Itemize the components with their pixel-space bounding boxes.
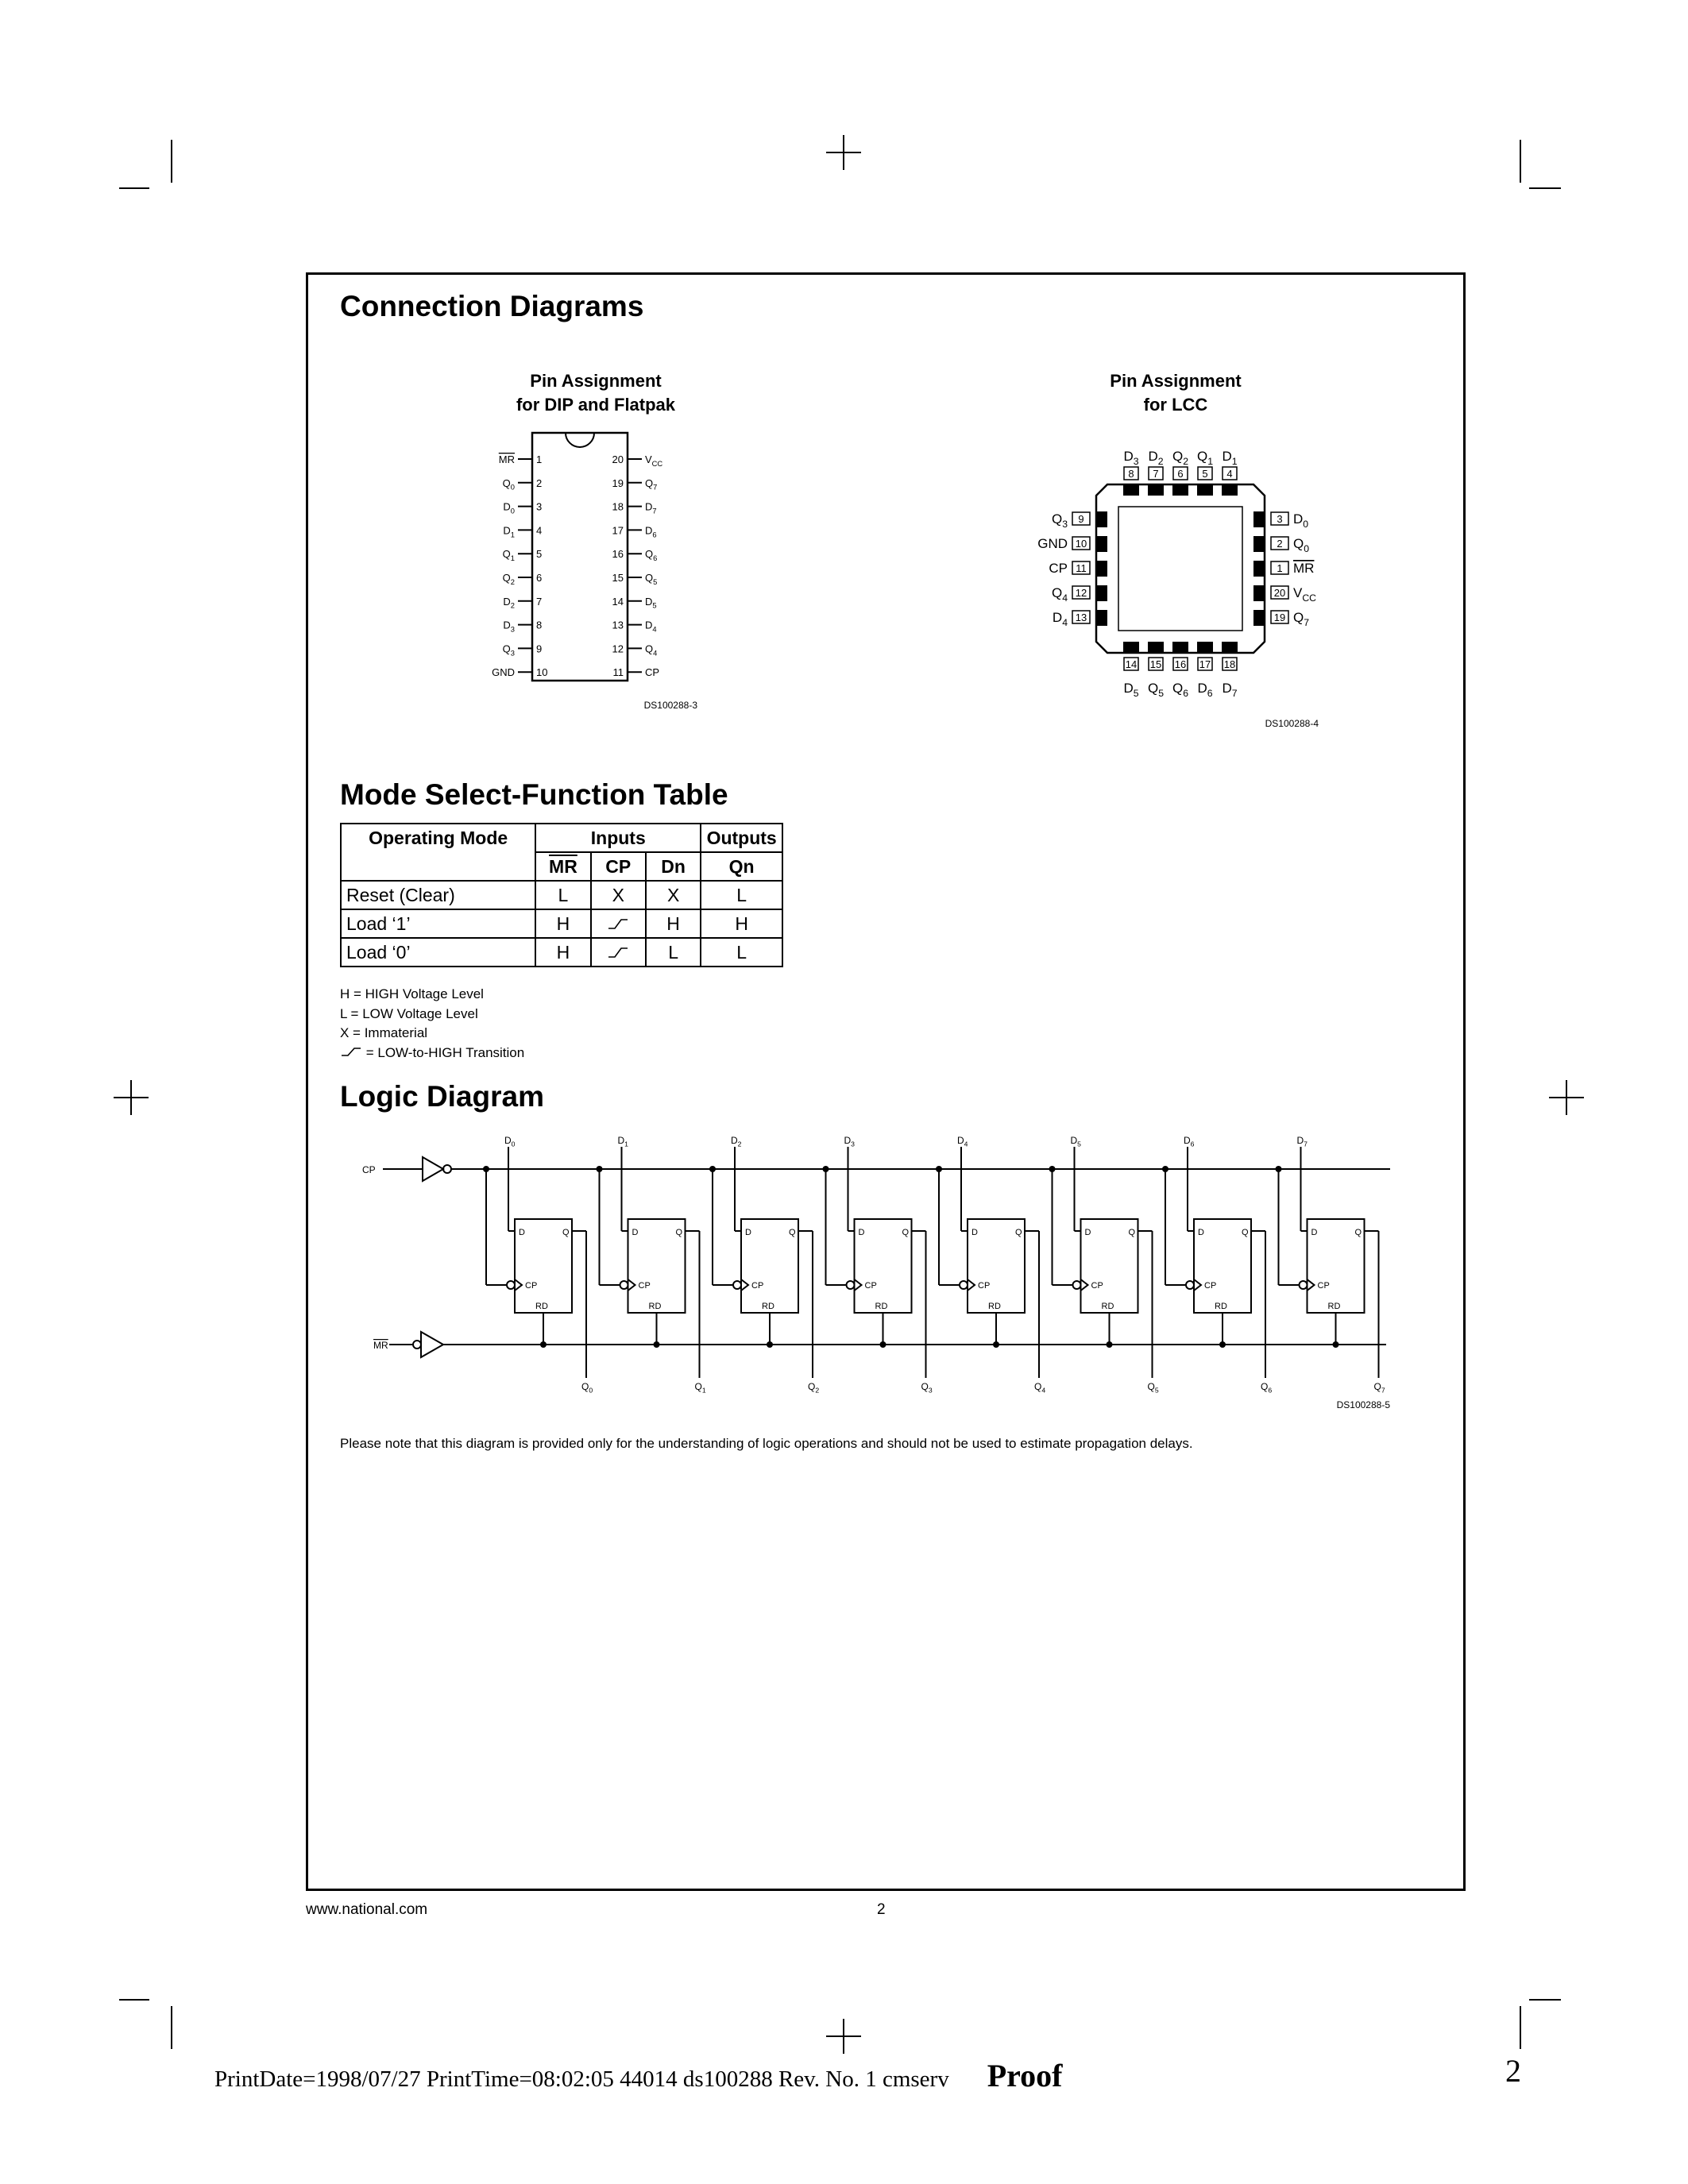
- dip-pin-name: $Q_3$: [502, 642, 515, 658]
- ff-q-output-label: $Q_3$: [921, 1381, 933, 1395]
- dip-pin-number: 4: [536, 524, 543, 537]
- lcc-pin-number: 10: [1075, 538, 1087, 550]
- mode-table-row: [341, 909, 782, 938]
- lcc-pin-number: 1: [1277, 562, 1283, 574]
- ff-d-input-label: $D_5$: [1070, 1136, 1081, 1148]
- row-mode: Load ‘1’: [341, 909, 535, 938]
- lcc-pin-number: 7: [1153, 468, 1159, 480]
- dip-pin-name: MR: [498, 453, 515, 465]
- mr-buffer: [421, 1332, 443, 1357]
- lcc-code: DS100288-4: [1265, 718, 1319, 729]
- ff-q-label: Q: [1015, 1228, 1022, 1237]
- cp-input-label: CP: [362, 1164, 376, 1175]
- print-info: PrintDate=1998/07/27 PrintTime=08:02:05 44014 ds100288 Rev. No. 1 cmserv: [214, 2066, 949, 2092]
- lcc-pad: [1172, 484, 1188, 496]
- row-cp: [591, 909, 646, 938]
- lcc-pin-number: 4: [1226, 468, 1233, 480]
- lcc-pin-number: 19: [1273, 612, 1286, 623]
- ff-q-label: Q: [789, 1228, 796, 1237]
- rising-edge-icon: [607, 946, 629, 959]
- lcc-pin-name: $Q_0$: [1293, 536, 1310, 555]
- dip-pin-name: $Q_0$: [502, 477, 515, 492]
- row-dn: X: [646, 881, 701, 909]
- dip-pin-name: $D_6$: [645, 524, 657, 539]
- lcc-pad: [1253, 585, 1265, 601]
- lcc-pin-name: $D_3$: [1123, 449, 1139, 468]
- ff-q-output-label: $Q_0$: [581, 1381, 593, 1395]
- mr-junction: [1333, 1341, 1339, 1348]
- lcc-pin-name: $Q_7$: [1293, 610, 1310, 629]
- mr-junction: [1107, 1341, 1113, 1348]
- row-qn: H: [701, 909, 782, 938]
- lcc-pin-name: $D_6$: [1197, 681, 1213, 700]
- ff-q-label: Q: [902, 1228, 910, 1237]
- lcc-pin-name: $Q_2$: [1172, 449, 1189, 468]
- proof-label: Proof: [987, 2058, 1063, 2093]
- lcc-pin-number: 13: [1075, 612, 1087, 623]
- footer-page-number: 2: [877, 1901, 886, 1918]
- page-number-large: 2: [1505, 2053, 1521, 2089]
- dip-pin-number: 8: [536, 619, 543, 631]
- logic-diagram-heading: Logic Diagram: [340, 1080, 544, 1113]
- ff-cp-label: CP: [1317, 1281, 1330, 1291]
- lcc-pin-number: 17: [1199, 658, 1211, 670]
- ff-rd-label: RD: [648, 1302, 662, 1311]
- dip-pin-name: $D_1$: [503, 524, 515, 539]
- ff-q-output-label: $Q_4$: [1034, 1381, 1046, 1395]
- dip-pin-name: $D_5$: [645, 595, 657, 610]
- lcc-pin-name: CP: [1049, 561, 1068, 576]
- clock-edge-marker: [968, 1279, 975, 1291]
- dip-pin-name: $Q_6$: [645, 548, 658, 563]
- ff-cp-label: CP: [751, 1281, 764, 1291]
- header-dn: Dn: [646, 852, 701, 881]
- ff-rd-label: RD: [1101, 1302, 1114, 1311]
- lcc-pin-number: 20: [1273, 587, 1286, 599]
- clock-edge-marker: [855, 1279, 862, 1291]
- lcc-pinout-diagram: [1009, 421, 1342, 739]
- dip-caption: [477, 369, 715, 417]
- header-outputs: Outputs: [701, 824, 782, 852]
- ff-cp-label: CP: [1091, 1281, 1103, 1291]
- ff-q-label: Q: [1128, 1228, 1136, 1237]
- lcc-pad: [1096, 561, 1107, 577]
- dip-caption-line2: for DIP and Flatpak: [516, 395, 676, 415]
- dip-caption-line1: Pin Assignment: [530, 371, 662, 391]
- legend-transition: [340, 1044, 524, 1063]
- ff-q-output-label: $Q_1$: [694, 1381, 706, 1395]
- clock-inverter-bubble: [620, 1281, 628, 1289]
- clock-inverter-bubble: [960, 1281, 968, 1289]
- dip-pin-number: 3: [536, 500, 543, 513]
- dip-pin-name: $Q_5$: [645, 572, 658, 586]
- clock-edge-marker: [628, 1279, 635, 1291]
- dip-pin-name: $Q_1$: [502, 548, 515, 563]
- clock-edge-marker: [1308, 1279, 1315, 1291]
- ff-d-label: D: [1198, 1228, 1204, 1237]
- clock-edge-marker: [1194, 1279, 1201, 1291]
- dip-pin-name: CP: [645, 666, 660, 679]
- lcc-pin-name: GND: [1037, 536, 1068, 551]
- mr-junction: [540, 1341, 547, 1348]
- lcc-pin-number: 8: [1128, 468, 1134, 480]
- lcc-pin-number: 18: [1223, 658, 1236, 670]
- ff-q-label: Q: [1242, 1228, 1249, 1237]
- legend-immaterial: X = Immaterial: [340, 1025, 428, 1040]
- lcc-die-cavity: [1118, 507, 1242, 631]
- lcc-pad: [1253, 610, 1265, 626]
- dip-pin-number: 13: [612, 619, 624, 631]
- ff-d-label: D: [632, 1228, 639, 1237]
- dip-pin-number: 17: [612, 524, 624, 537]
- ff-q-output-label: $Q_2$: [808, 1381, 820, 1395]
- row-mr: L: [535, 881, 590, 909]
- connection-diagrams-heading: Connection Diagrams: [340, 290, 644, 322]
- row-mode: Load ‘0’: [341, 938, 535, 967]
- lcc-pin-name: $D_2$: [1148, 449, 1164, 468]
- dip-pin-number: 19: [612, 477, 624, 489]
- lcc-package: [1096, 484, 1265, 653]
- dip-pin-name: $D_4$: [645, 619, 657, 634]
- ff-rd-label: RD: [1215, 1302, 1227, 1311]
- dip-code: DS100288-3: [643, 700, 697, 711]
- lcc-pad: [1096, 610, 1107, 626]
- lcc-pin-number: 6: [1177, 468, 1184, 480]
- lcc-pin-number: 3: [1277, 513, 1283, 525]
- lcc-pad: [1148, 484, 1164, 496]
- dip-pin-name: $Q_7$: [645, 477, 658, 492]
- ff-q-label: Q: [675, 1228, 683, 1237]
- header-cp: CP: [591, 852, 646, 881]
- footer-url[interactable]: www.national.com: [306, 1901, 428, 1918]
- header-mr: $\overline{MR}$: [535, 852, 590, 881]
- dip-pin-number: 9: [536, 642, 543, 655]
- lcc-pin-name: $D_0$: [1293, 511, 1309, 531]
- row-cp: [591, 938, 646, 967]
- clock-inverter-bubble: [1300, 1281, 1308, 1289]
- mr-junction: [1219, 1341, 1226, 1348]
- ff-rd-label: RD: [1327, 1302, 1341, 1311]
- clock-edge-marker: [515, 1279, 522, 1291]
- clock-inverter-bubble: [847, 1281, 855, 1289]
- dip-pin-name: $Q_4$: [645, 642, 658, 658]
- ff-cp-label: CP: [978, 1281, 991, 1291]
- lcc-pad: [1197, 484, 1213, 496]
- lcc-pin-name: $D_1$: [1222, 449, 1238, 468]
- ff-d-input-label: $D_0$: [504, 1136, 516, 1148]
- lcc-pin-name: $D_7$: [1222, 681, 1238, 700]
- ff-rd-label: RD: [762, 1302, 774, 1311]
- lcc-pin-name: $Q_4$: [1051, 585, 1068, 604]
- logic-diagram: [357, 1136, 1406, 1410]
- dip-pin-name: $V_{CC}$: [645, 453, 663, 468]
- header-inputs: Inputs: [535, 824, 701, 852]
- ff-q-label: Q: [1354, 1228, 1362, 1237]
- rising-edge-icon: [340, 1046, 362, 1057]
- clock-inverter-bubble: [507, 1281, 515, 1289]
- dip-pin-number: 11: [612, 666, 624, 679]
- dip-pin-number: 2: [536, 477, 543, 489]
- rising-edge-icon: [607, 917, 629, 930]
- lcc-pin-number: 5: [1202, 468, 1208, 480]
- ff-q-output-label: $Q_5$: [1147, 1381, 1159, 1395]
- clock-inverter-bubble: [1073, 1281, 1081, 1289]
- row-cp: X: [591, 881, 646, 909]
- dip-pin-number: 5: [536, 548, 543, 561]
- lcc-pin-name: $Q_3$: [1051, 511, 1068, 531]
- lcc-pad: [1253, 561, 1265, 577]
- lcc-pin-name: $Q_1$: [1196, 449, 1214, 468]
- ff-d-label: D: [858, 1228, 865, 1237]
- dip-pin-name: $D_0$: [503, 500, 515, 515]
- ff-rd-label: RD: [535, 1302, 548, 1311]
- lcc-caption-line1: Pin Assignment: [1110, 371, 1242, 391]
- logic-code: DS100288-5: [1336, 1399, 1390, 1410]
- lcc-pad: [1148, 642, 1164, 653]
- lcc-pin-number: 9: [1078, 513, 1084, 525]
- dip-pin-number: 12: [612, 642, 624, 655]
- dip-notch: [566, 433, 594, 447]
- row-dn: L: [646, 938, 701, 967]
- lcc-pin-number: 2: [1277, 538, 1283, 550]
- lcc-pin-name: $V_{CC}$: [1293, 585, 1317, 604]
- dip-pinout-diagram: [477, 425, 731, 719]
- dip-pin-name: $D_3$: [503, 619, 515, 634]
- ff-cp-label: CP: [638, 1281, 651, 1291]
- lcc-pin-number: 16: [1174, 658, 1187, 670]
- lcc-pad: [1096, 585, 1107, 601]
- dip-pin-name: GND: [492, 666, 515, 679]
- lcc-pad: [1222, 484, 1238, 496]
- ff-cp-label: CP: [1204, 1281, 1217, 1291]
- mode-table-legend: [340, 985, 524, 1063]
- ff-d-label: D: [1311, 1228, 1318, 1237]
- dip-pin-name: $D_7$: [645, 500, 657, 515]
- ff-cp-label: CP: [864, 1281, 877, 1291]
- ff-d-input-label: $D_6$: [1184, 1136, 1195, 1148]
- ff-d-label: D: [519, 1228, 525, 1237]
- row-mode: Reset (Clear): [341, 881, 535, 909]
- header-operating-mode: Operating Mode: [341, 824, 535, 881]
- dip-pin-name: $D_2$: [503, 595, 515, 610]
- ff-q-label: Q: [562, 1228, 570, 1237]
- ff-q-output-label: $Q_7$: [1373, 1381, 1385, 1395]
- ff-d-label: D: [1084, 1228, 1091, 1237]
- clock-inverter-bubble: [1186, 1281, 1194, 1289]
- dip-pin-number: 20: [612, 453, 624, 465]
- ff-rd-label: RD: [988, 1302, 1001, 1311]
- legend-transition-text: = LOW-to-HIGH Transition: [362, 1044, 525, 1060]
- lcc-caption-line2: for LCC: [1143, 395, 1208, 415]
- lcc-pin-number: 12: [1075, 587, 1087, 599]
- ff-d-label: D: [745, 1228, 751, 1237]
- lcc-pad: [1222, 642, 1238, 653]
- mode-table-heading: Mode Select-Function Table: [340, 778, 728, 811]
- cp-buffer: [423, 1157, 443, 1181]
- header-qn: Qn: [701, 852, 782, 881]
- dip-pin-number: 6: [536, 572, 543, 584]
- clock-edge-marker: [1081, 1279, 1088, 1291]
- dip-pin-number: 10: [536, 666, 548, 679]
- ff-d-input-label: $D_1$: [617, 1136, 628, 1148]
- clock-edge-marker: [741, 1279, 748, 1291]
- lcc-pin-name: $Q_6$: [1172, 681, 1189, 700]
- ff-d-input-label: $D_4$: [957, 1136, 968, 1148]
- row-dn: H: [646, 909, 701, 938]
- lcc-pin-number: 14: [1125, 658, 1138, 670]
- dip-pin-number: 7: [536, 595, 543, 608]
- ff-rd-label: RD: [875, 1302, 888, 1311]
- dip-pin-number: 16: [612, 548, 624, 561]
- ff-d-input-label: $D_2$: [731, 1136, 742, 1148]
- mr-junction: [767, 1341, 773, 1348]
- dip-pin-number: 15: [612, 572, 624, 584]
- lcc-caption: [1056, 369, 1295, 417]
- mode-table-row: [341, 881, 782, 909]
- legend-high: H = HIGH Voltage Level: [340, 986, 484, 1001]
- dip-pin-name: $Q_2$: [502, 572, 515, 586]
- dip-pin-number: 1: [536, 453, 543, 465]
- mr-junction: [654, 1341, 660, 1348]
- ff-d-input-label: $D_3$: [844, 1136, 855, 1148]
- mode-table-row: [341, 938, 782, 967]
- ff-cp-label: CP: [525, 1281, 538, 1291]
- mr-junction: [993, 1341, 999, 1348]
- ff-d-input-label: $D_7$: [1296, 1136, 1308, 1148]
- lcc-pad: [1253, 536, 1265, 552]
- mr-input-label: MR: [373, 1340, 388, 1351]
- row-qn: L: [701, 938, 782, 967]
- lcc-pin-name: $D_4$: [1052, 610, 1068, 629]
- ff-q-output-label: $Q_6$: [1261, 1381, 1273, 1395]
- lcc-pad: [1096, 511, 1107, 527]
- lcc-pin-number: 11: [1076, 562, 1087, 574]
- row-mr: H: [535, 909, 590, 938]
- lcc-pad: [1123, 642, 1139, 653]
- lcc-pad: [1197, 642, 1213, 653]
- print-info-line: [214, 2057, 1063, 2094]
- row-qn: L: [701, 881, 782, 909]
- mode-select-function-table: [340, 823, 783, 967]
- lcc-pad: [1172, 642, 1188, 653]
- lcc-pin-name: MR: [1293, 561, 1315, 576]
- dip-pin-number: 18: [612, 500, 624, 513]
- ff-d-label: D: [971, 1228, 978, 1237]
- mr-junction: [880, 1341, 886, 1348]
- mr-inverter-bubble: [413, 1341, 421, 1349]
- lcc-pad: [1253, 511, 1265, 527]
- legend-low: L = LOW Voltage Level: [340, 1005, 478, 1021]
- propagation-note: Please note that this diagram is provided only for the understanding of logic operations and should not be used to estimate propagation delays.: [340, 1436, 1193, 1451]
- lcc-pad: [1096, 536, 1107, 552]
- dip-pin-number: 14: [612, 595, 624, 608]
- clock-inverter-bubble: [733, 1281, 741, 1289]
- lcc-pin-name: $Q_5$: [1147, 681, 1165, 700]
- lcc-pin-number: 15: [1149, 658, 1162, 670]
- lcc-pad: [1123, 484, 1139, 496]
- lcc-pin-name: $D_5$: [1123, 681, 1139, 700]
- row-mr: H: [535, 938, 590, 967]
